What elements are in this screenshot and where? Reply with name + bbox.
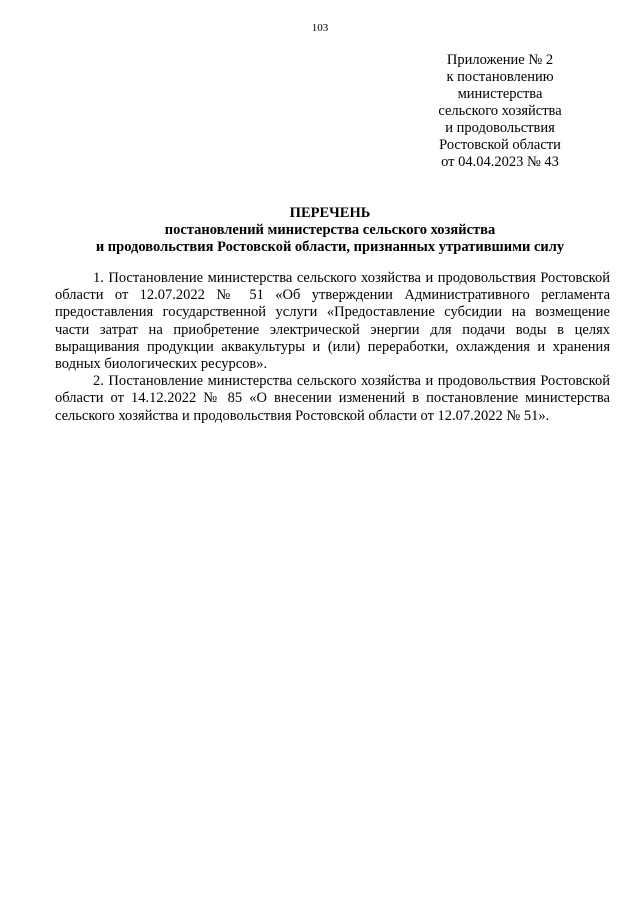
appendix-line: Приложение № 2 — [446, 52, 554, 68]
appendix-line: министерства — [457, 86, 543, 102]
page-number: 103 — [311, 22, 329, 34]
heading-subtitle-line: и продовольствия Ростовской области, признанных утратившими силу — [95, 239, 565, 255]
heading-title: ПЕРЕЧЕНЬ — [289, 205, 371, 221]
appendix-line: Ростовской области — [439, 137, 561, 153]
appendix-line: к постановлению — [446, 69, 554, 85]
heading-subtitle-line: постановлений министерства сельского хозяйства — [164, 222, 496, 238]
appendix-block — [418, 52, 582, 171]
list-item: 2. Постановление министерства сельского хозяйства и продовольствия Ростовской области от 14.12.2022 № 85 «О внесении изменений в постановление министерства сельского хозяйства и продовольствия Ростовской области от 12.07.2022 № 51». — [55, 373, 610, 424]
document-body — [55, 270, 610, 425]
appendix-line: от 04.04.2023 № 43 — [441, 154, 559, 170]
list-item: 1. Постановление министерства сельского хозяйства и продовольствия Ростовской области от 12.07.2022 № 51 «Об утверждении Административного регламента предоставления государственной услуги «Предоставление субсидии на возмещение части затрат на приобретение электрической энергии для подачи воды в целях выращивания продукции аквакультуры и (или) переработки, охлаждения и хранения водных биологических ресурсов». — [55, 270, 610, 373]
appendix-line: и продовольствия — [445, 120, 555, 136]
document-heading — [40, 205, 620, 256]
appendix-line: сельского хозяйства — [438, 103, 562, 119]
